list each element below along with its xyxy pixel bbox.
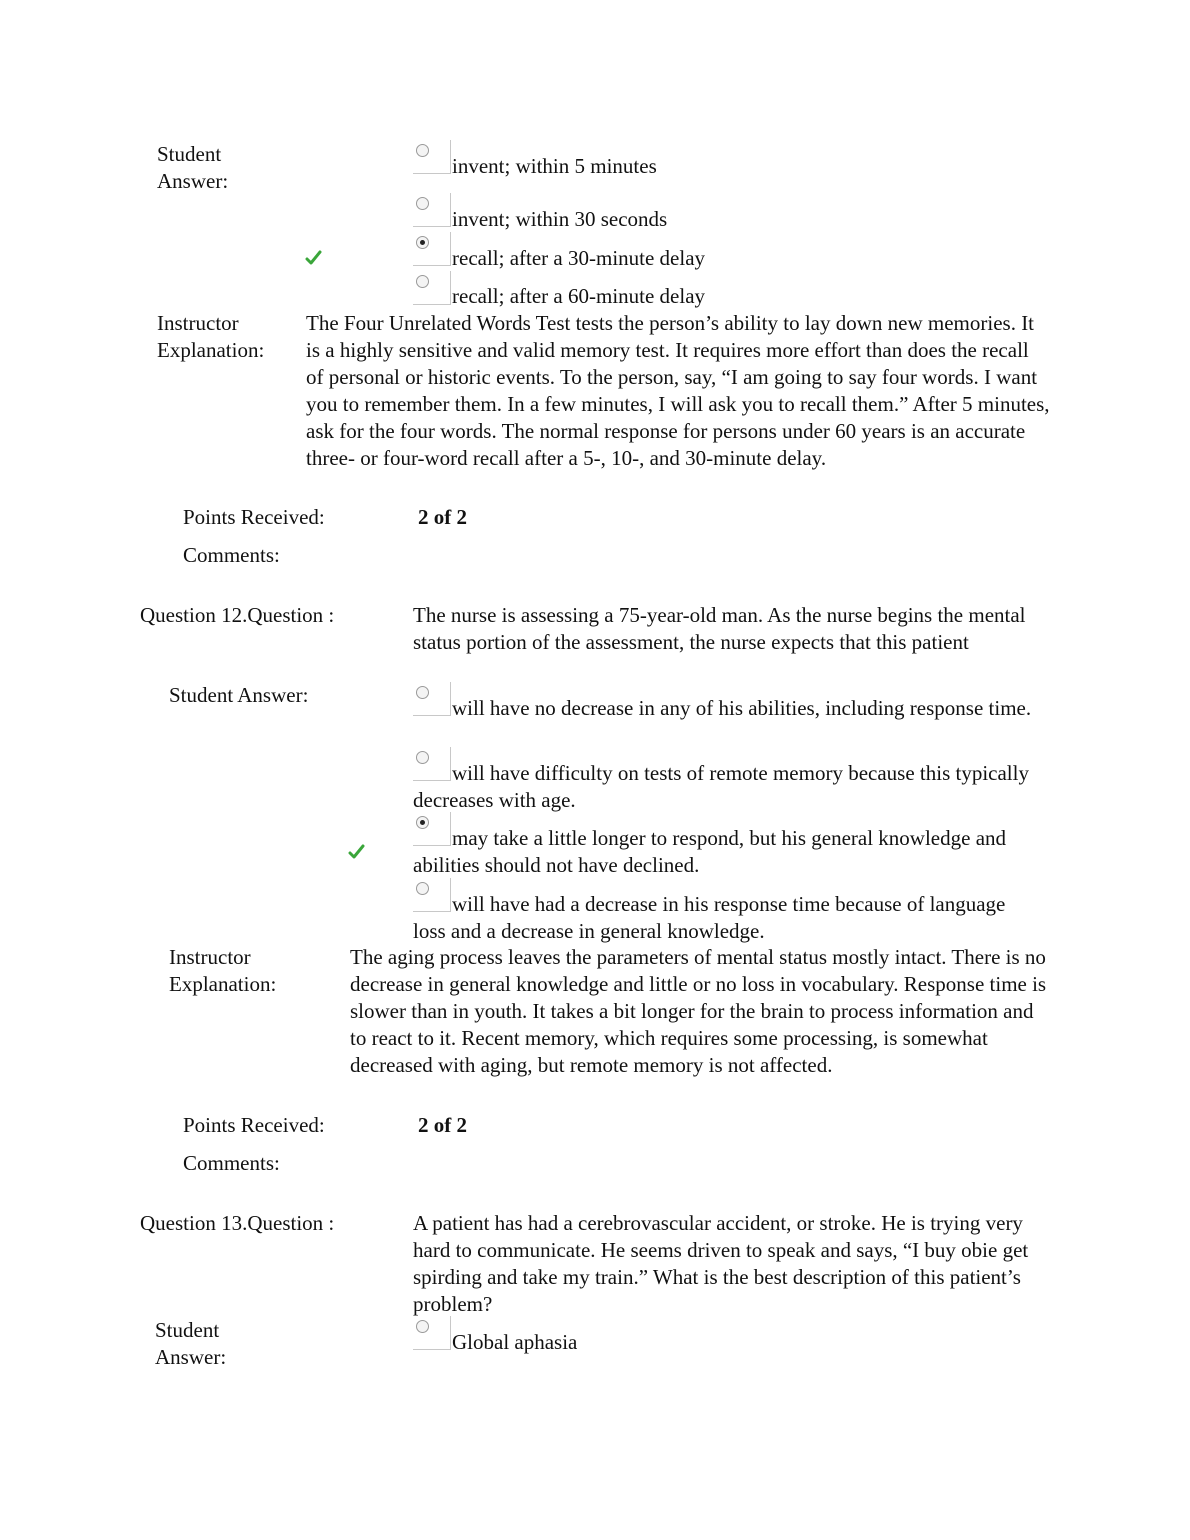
radio-button-icon — [416, 144, 429, 157]
q11-option-1-radio[interactable] — [413, 140, 451, 174]
q12-question-label: Question 12.Question : — [140, 603, 335, 627]
q12-student-answer-label: Student Answer: — [169, 683, 309, 707]
q11-option-3-text: recall; after a 30-minute delay — [452, 246, 706, 270]
q12-option-4-text: will have had a decrease in his response time because of language loss and a decrease in general knowledge. — [413, 892, 1006, 943]
q11-option-4-text: recall; after a 60-minute delay — [452, 284, 706, 308]
q11-option-2-text: invent; within 30 seconds — [452, 207, 668, 231]
q11-instructor-label: Instructor Explanation: — [157, 311, 265, 362]
q13-option-1-text: Global aphasia — [452, 1330, 578, 1354]
q11-student-answer-label: Student Answer: — [157, 142, 229, 193]
q13-question-label: Question 13.Question : — [140, 1211, 335, 1235]
q12-option-2-text: will have difficulty on tests of remote memory because this typically decreases with age. — [413, 761, 1029, 812]
q11-option-3-radio[interactable] — [413, 232, 451, 266]
q12-question-text: The nurse is assessing a 75-year-old man. As the nurse begins the mental status portion of the assessment, the nurse expects that this patient — [413, 603, 1026, 654]
q11-option-2-radio[interactable] — [413, 193, 451, 227]
radio-button-icon — [416, 197, 429, 210]
q11-comments-label: Comments: — [183, 543, 280, 567]
radio-button-icon — [416, 1320, 429, 1333]
q12-points-label: Points Received: — [183, 1113, 325, 1137]
checkmark-icon — [348, 843, 366, 861]
radio-button-icon — [416, 275, 429, 288]
q13-student-answer-label: Student Answer: — [155, 1318, 227, 1369]
q12-option-1-text: will have no decrease in any of his abilities, including response time. — [452, 696, 1032, 720]
radio-button-icon — [416, 236, 429, 249]
q11-explanation: The Four Unrelated Words Test tests the person’s ability to lay down new memories. It is a highly sensitive and valid memory test. It requires more effort than does the recall of personal or historic events. To the person, say, “I am going to say four words. I want you to remember them. In a few minutes, I will ask you to recall them.” After 5 minutes, ask for the four words. The normal response for persons under 60 years is an accurate three- or four-word recall after a 5-, 10-, and 30-minute delay. — [306, 311, 1050, 470]
q11-points-label: Points Received: — [183, 505, 325, 529]
q12-explanation: The aging process leaves the parameters of mental status mostly intact. There is no decrease in general knowledge and little or no loss in vocabulary. Response time is slower than in youth. It takes a bit longer for the brain to process information and to react to it. Recent memory, which requires some processing, is somewhat decreased with aging, but remote memory is not affected. — [350, 945, 1047, 1077]
q13-question-text: A patient has had a cerebrovascular accident, or stroke. He is trying very hard to communicate. He seems driven to speak and says, “I buy obie get spirding and take my train.” What is the best description of this patient’s problem? — [413, 1211, 1029, 1316]
q12-comments-label: Comments: — [183, 1151, 280, 1175]
q12-instructor-label: Instructor Explanation: — [169, 945, 277, 996]
q11-points-value: 2 of 2 — [418, 505, 467, 529]
q13-option-1-radio[interactable] — [413, 1316, 451, 1350]
q11-option-4-radio[interactable] — [413, 271, 451, 305]
q12-points-value: 2 of 2 — [418, 1113, 467, 1137]
q11-option-1-text: invent; within 5 minutes — [452, 154, 657, 178]
q12-option-3-text: may take a little longer to respond, but his general knowledge and abilities should not have declined. — [413, 826, 1007, 877]
checkmark-icon — [305, 249, 323, 267]
